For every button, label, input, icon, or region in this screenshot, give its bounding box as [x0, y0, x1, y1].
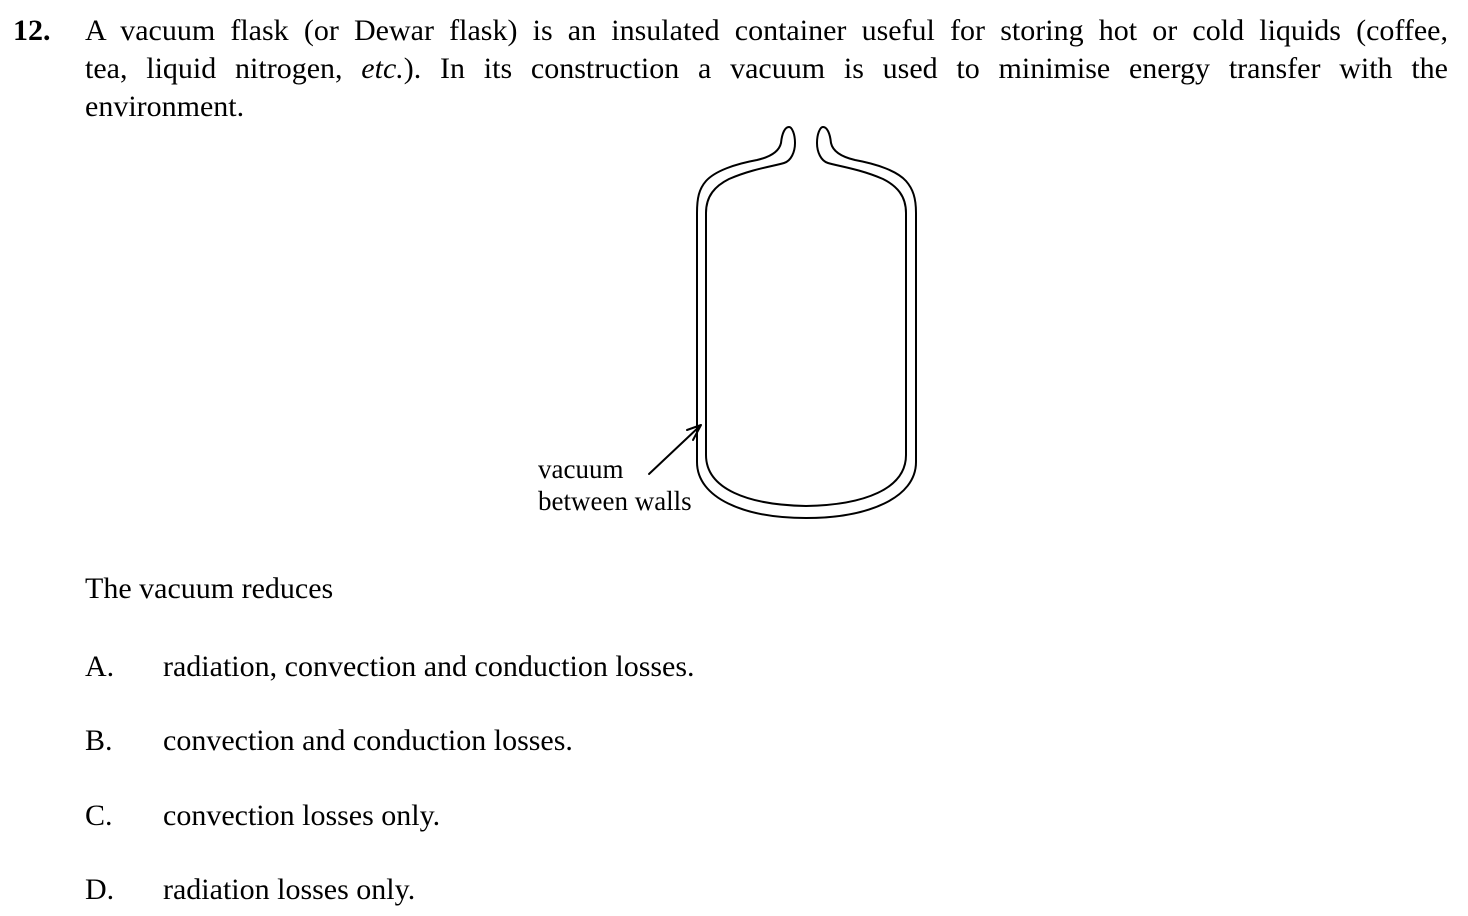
diagram-label-line-2: between walls — [538, 486, 692, 516]
option-text: radiation losses only. — [163, 873, 416, 906]
diagram-label — [538, 453, 692, 517]
diagram-label-line-1: vacuum — [538, 454, 624, 484]
flask-left-wall — [697, 127, 806, 518]
question-stem: The vacuum reduces — [85, 572, 334, 605]
option-text: radiation, convection and conduction losses. — [163, 650, 695, 683]
option-row-b — [0, 722, 1468, 760]
option-row-a — [0, 648, 1468, 686]
option-letter: C. — [85, 799, 113, 832]
option-text: convection losses only. — [163, 799, 441, 832]
option-row-d — [0, 871, 1468, 909]
option-letter: B. — [85, 724, 113, 757]
paragraph-line-2-pre: tea, liquid nitrogen, — [85, 52, 362, 85]
option-row-c — [0, 797, 1468, 835]
question-number: 12. — [13, 14, 51, 47]
option-letter: A. — [85, 650, 115, 683]
paragraph-line-2-post: ). In its construction a vacuum is used to minimise energy transfer with the — [403, 52, 1448, 85]
paragraph-line-3: environment. — [85, 90, 245, 123]
option-letter: D. — [85, 873, 115, 906]
paragraph-line-1: A vacuum flask (or Dewar flask) is an insulated container useful for storing hot or cold liquids (coffee, — [85, 14, 1448, 47]
option-text: convection and conduction losses. — [163, 724, 573, 757]
paragraph-line-2-italic: etc. — [361, 52, 404, 85]
flask-right-wall — [806, 127, 916, 518]
